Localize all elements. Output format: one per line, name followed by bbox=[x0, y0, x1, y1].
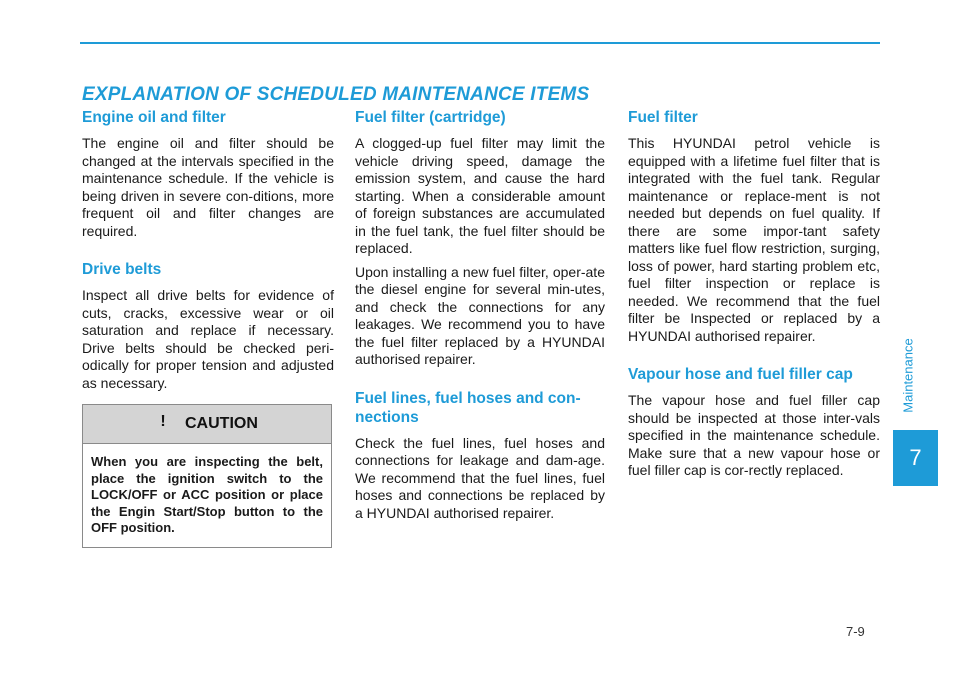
chapter-tab-number: 7 bbox=[893, 430, 938, 486]
paragraph-drive-belts: Inspect all drive belts for evidence of cuts, cracks, excessive wear or oil saturation and replace if necessary. Drive belts should be checked peri-odically for proper tension and adjusted as necessary. bbox=[82, 287, 334, 391]
heading-vapour-hose: Vapour hose and fuel filler cap bbox=[628, 366, 853, 383]
column-2 bbox=[355, 108, 605, 528]
column-3 bbox=[628, 108, 880, 486]
caution-label: CAUTION bbox=[185, 415, 258, 432]
warning-icon-glyph: ! bbox=[160, 413, 166, 430]
caution-box bbox=[82, 404, 332, 548]
heading-fuel-filter: Fuel filter bbox=[628, 109, 698, 126]
caution-header bbox=[83, 405, 331, 444]
paragraph-fuel-lines: Check the fuel lines, fuel hoses and connections for leakage and dam-age. We recommend that the fuel lines, fuel hoses and connections be replaced by a HYUNDAI authorised repairer. bbox=[355, 434, 605, 521]
chapter-tab-label-text: Maintenance bbox=[900, 337, 916, 413]
heading-fuel-lines: Fuel lines, fuel hoses and con-nections bbox=[355, 389, 581, 426]
paragraph-engine-oil: The engine oil and filter should be changed at the intervals specified in the maintenance schedule. If the vehicle is being driven in severe con-ditions, more frequent oil and filter changes are required. bbox=[82, 135, 334, 239]
caution-text: When you are inspecting the belt, place the ignition switch to the LOCK/OFF or ACC position or place the Engin Start/Stop button to the OFF position. bbox=[91, 454, 323, 535]
paragraph-vapour-hose: The vapour hose and fuel filler cap should be inspected at those inter-vals specified in the maintenance schedule. Make sure that a new vapour hose or fuel filler cap is cor-rectly replaced. bbox=[628, 392, 880, 478]
column-1 bbox=[82, 108, 334, 548]
paragraph-fuel-filter: This HYUNDAI petrol vehicle is equipped with a lifetime fuel filter that is integrated with the fuel tank. Regular maintenance or replace-ment is not needed but depends on fuel quality. If there are some impor-tant safety matters like fuel flow restriction, surging, loss of power, hard starting problem etc, fuel filter inspection or replace is needed. We recommend that the fuel filter be Inspected or replaced by a HYUNDAI authorised repairer. bbox=[628, 135, 880, 344]
warning-triangle-icon bbox=[153, 415, 173, 433]
chapter-tab-label bbox=[894, 330, 922, 420]
heading-fuel-filter-cartridge: Fuel filter (cartridge) bbox=[355, 109, 506, 126]
top-rule bbox=[80, 42, 880, 44]
paragraph-fuel-filter-cartridge-1: A clogged-up fuel filter may limit the vehicle driving speed, damage the emission system, and cause the hard starting. When a considerable amount of foreign substances are accumulated in the fuel tank, the fuel filter should be replaced. bbox=[355, 135, 605, 256]
paragraph-fuel-filter-cartridge-2: Upon installing a new fuel filter, oper-ate the diesel engine for several min-utes, and check the connections for any leakages. We recommend you to have the fuel filter replaced by a HYUNDAI authorised repairer. bbox=[355, 263, 605, 367]
section-title: EXPLANATION OF SCHEDULED MAINTENANCE ITEMS bbox=[82, 84, 590, 105]
page-number: 7-9 bbox=[846, 624, 865, 639]
heading-drive-belts: Drive belts bbox=[82, 261, 162, 278]
heading-engine-oil: Engine oil and filter bbox=[82, 109, 226, 126]
